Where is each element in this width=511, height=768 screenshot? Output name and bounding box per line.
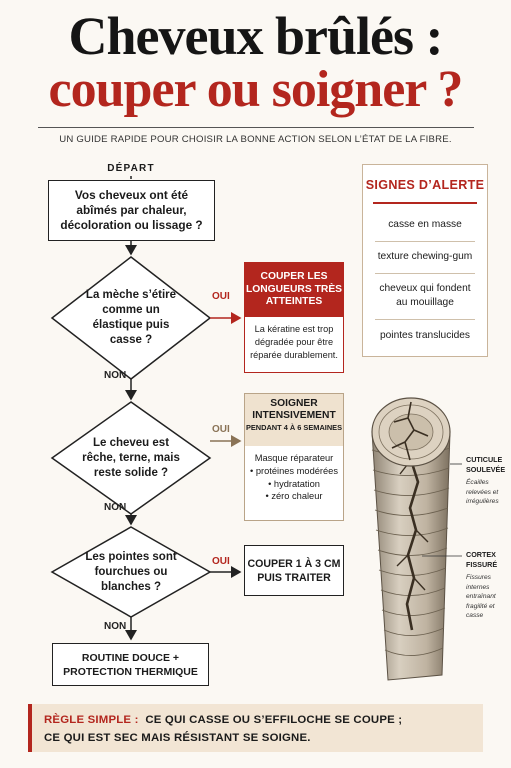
care-item: • zéro chaleur (265, 491, 323, 502)
care-item: • hydratation (268, 478, 320, 489)
alert-title-underline (373, 202, 477, 204)
yes-label-q2: OUI (212, 291, 230, 302)
action-care-heading: SOIGNER INTENSIVEMENT (252, 398, 336, 421)
alert-title: SIGNES D’ALERTE (365, 178, 485, 192)
simple-rule-banner (28, 704, 483, 752)
page-title-line2: couper ou soigner ? (48, 61, 463, 118)
action-trim-box (244, 545, 344, 596)
alert-item: texture chewing-gum (377, 250, 473, 262)
action-care-duration: PENDANT 4 À 6 SEMAINES (245, 423, 343, 432)
care-item: Masque réparateur (254, 453, 334, 463)
start-label: DÉPART (107, 163, 155, 174)
page-subtitle: UN GUIDE RAPIDE POUR CHOISIR LA BONNE ACTION SELON L’ÉTAT DE LA FIBRE. (59, 134, 452, 145)
alert-divider (375, 319, 475, 320)
alert-item: casse en masse (388, 218, 462, 230)
yes-label-q3: OUI (212, 424, 230, 435)
alert-divider (375, 241, 475, 242)
no-label-q3: NON (104, 502, 127, 513)
decision-q4-text: Les pointes sont fourchues ou blanches ? (85, 550, 177, 593)
cuticle-annotation (466, 455, 510, 507)
decision-q3-text: Le cheveu est rêche, terne, mais reste solide ? (82, 436, 180, 479)
no-label-q4: NON (104, 621, 127, 632)
cortex-text: Fissures internes entraînant fragilité et casse (466, 574, 496, 619)
simple-rule-text1: CE QUI CASSE OU S’EFFILOCHE SE COUPE ; (145, 714, 403, 726)
action-care-header (245, 394, 343, 446)
simple-rule-prefix: RÈGLE SIMPLE : (44, 714, 139, 726)
alert-item: pointes translucides (379, 329, 471, 341)
action-care-list (245, 446, 343, 503)
alert-item: cheveux qui fondent au mouillage (379, 282, 471, 308)
end-routine-box (52, 643, 209, 686)
damaged-hair-illustration (350, 390, 465, 690)
page-title-line1: Cheveux brûlés : (68, 6, 443, 66)
action-cut-text: La kératine est trop dégradée pour être réparée durablement. (250, 324, 338, 360)
start-question-text: Vos cheveux ont été abîmés par chaleur, décoloration ou lissage ? (60, 188, 203, 232)
yes-label-q4: OUI (212, 556, 230, 567)
decision-q2-text: La mèche s’étire comme un élastique puis casse ? (85, 289, 177, 346)
end-routine-text: ROUTINE DOUCE + PROTECTION THERMIQUE (63, 651, 198, 678)
cuticle-title: CUTICULE SOULEVÉE (466, 455, 506, 474)
no-label-q2: NON (104, 370, 127, 381)
cortex-annotation (466, 550, 510, 621)
action-cut-box (244, 262, 344, 373)
alert-divider (375, 273, 475, 274)
alert-signs-box (362, 164, 488, 357)
action-care-box (244, 393, 344, 521)
simple-rule-line1 (44, 714, 402, 726)
cuticle-text: Écailles relevées et irrégulières (466, 479, 499, 505)
care-item: • protéines modérées (249, 465, 338, 476)
action-cut-heading: COUPER LES LONGUEURS TRÈS ATTEINTES (245, 263, 343, 317)
cortex-title: CORTEX FISSURÉ (466, 550, 498, 569)
start-question-box (48, 180, 215, 241)
action-trim-text: COUPER 1 À 3 CM PUIS TRAITER (247, 557, 341, 584)
simple-rule-text2: CE QUI EST SEC MAIS RÉSISTANT SE SOIGNE. (44, 732, 311, 744)
